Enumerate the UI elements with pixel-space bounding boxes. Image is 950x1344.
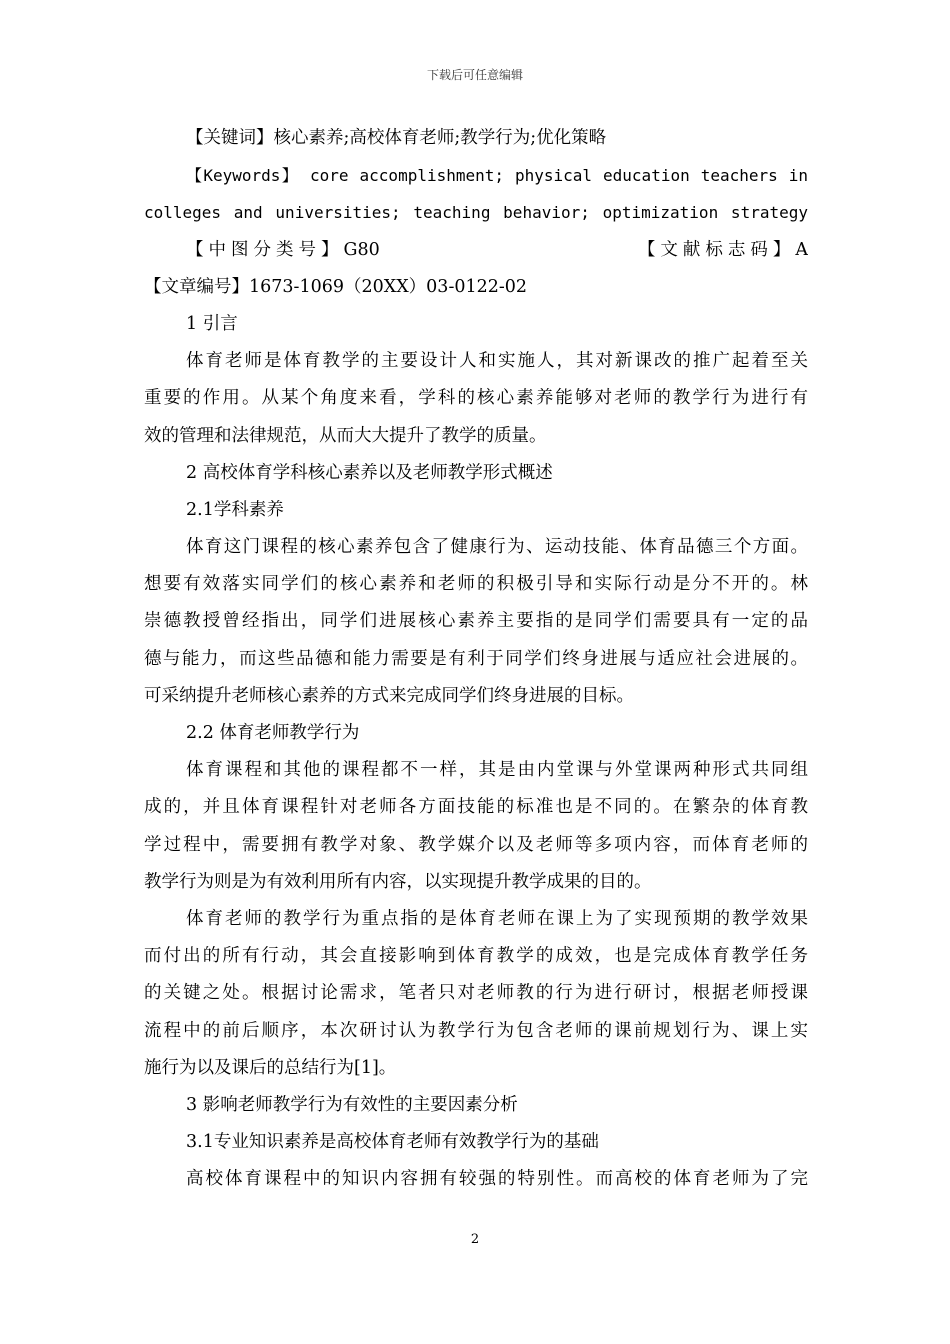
paragraph-line: 的关键之处。根据讨论需求，笔者只对老师教的行为进行研讨，根据老师授课 bbox=[144, 983, 808, 1004]
paragraph-line: 体育课程和其他的课程都不一样，其是由内堂课与外堂课两种形式共同组 bbox=[186, 760, 808, 781]
clc-value: G80 bbox=[343, 239, 380, 260]
classification-row bbox=[144, 232, 808, 269]
section-heading-3: 3 影响老师教学行为有效性的主要因素分析 bbox=[186, 1094, 518, 1115]
page-header: 下载后可任意编辑 bbox=[426, 68, 523, 82]
subsection-heading-3-1: 3.1专业知识素养是高校体育老师有效教学行为的基础 bbox=[186, 1132, 599, 1153]
paragraph-line: 效的管理和法律规范，从而大大提升了教学的质量。 bbox=[144, 425, 547, 446]
section-heading-2: 2 高校体育学科核心素养以及老师教学形式概述 bbox=[186, 462, 553, 483]
paragraph-line: 德与能力，而这些品德和能力需要是有利于同学们终身进展与适应社会进展的。 bbox=[144, 648, 808, 669]
paragraph-line: 施行为以及课后的总结行为[1]。 bbox=[144, 1057, 397, 1078]
section-heading-1: 1 引言 bbox=[186, 313, 238, 334]
keywords-cn: 【关键词】核心素养;高校体育老师;教学行为;优化策略 bbox=[186, 128, 607, 148]
paragraph-line: 体育老师是体育教学的主要设计人和实施人，其对新课改的推广起着至关 bbox=[186, 351, 808, 372]
subsection-heading-2-2: 2.2 体育老师教学行为 bbox=[186, 723, 360, 743]
paragraph-line: 学过程中，需要拥有教学对象、教学媒介以及老师等多项内容，而体育老师的 bbox=[144, 834, 808, 855]
paragraph-line: 教学行为则是为有效利用所有内容，以实现提升教学成果的目的。 bbox=[144, 871, 652, 892]
doc-code-label: 【文献标志码】 bbox=[637, 239, 796, 260]
paragraph-line: 体育这门课程的核心素养包含了健康行为、运动技能、体育品德三个方面。 bbox=[186, 537, 808, 558]
paragraph-line: 体育老师的教学行为重点指的是体育老师在课上为了实现预期的教学效果 bbox=[186, 908, 808, 929]
clc-label: 【中图分类号】 bbox=[186, 239, 344, 260]
page-number: 2 bbox=[470, 1232, 480, 1247]
subsection-heading-2-1: 2.1学科素养 bbox=[186, 499, 284, 520]
article-number: 【文章编号】1673-1069（20XX）03-0122-02 bbox=[144, 276, 528, 297]
keywords-en-line-1: 【Keywords】 core accomplishment; physical education teachers in bbox=[186, 166, 808, 186]
paragraph-line: 成的，并且体育课程针对老师各方面技能的标准也是不同的。在繁杂的体育教 bbox=[144, 797, 808, 818]
document-body bbox=[144, 120, 808, 1198]
paragraph-line: 崇德教授曾经指出，同学们进展核心素养主要指的是同学们需要具有一定的品 bbox=[144, 611, 808, 632]
clc-code bbox=[186, 232, 380, 269]
paragraph-line: 可采纳提升老师核心素养的方式来完成同学们终身进展的目标。 bbox=[144, 685, 634, 706]
paragraph-line: 重要的作用。从某个角度来看，学科的核心素养能够对老师的教学行为进行有 bbox=[144, 388, 808, 409]
document-code bbox=[638, 232, 808, 269]
paragraph-line: 而付出的所有行动，其会直接影响到体育教学的成效，也是完成体育教学任务 bbox=[144, 946, 808, 967]
doc-code-value: A bbox=[795, 239, 808, 260]
paragraph-line: 流程中的前后顺序，本次研讨认为教学行为包含老师的课前规划行为、课上实 bbox=[144, 1020, 808, 1041]
keywords-en-line-2: colleges and universities; teaching behavior; optimization strategy bbox=[144, 203, 808, 223]
paragraph-line: 想要有效落实同学们的核心素养和老师的积极引导和实际行动是分不开的。林 bbox=[144, 574, 808, 595]
paragraph-line: 高校体育课程中的知识内容拥有较强的特别性。而高校的体育老师为了完 bbox=[186, 1169, 808, 1190]
